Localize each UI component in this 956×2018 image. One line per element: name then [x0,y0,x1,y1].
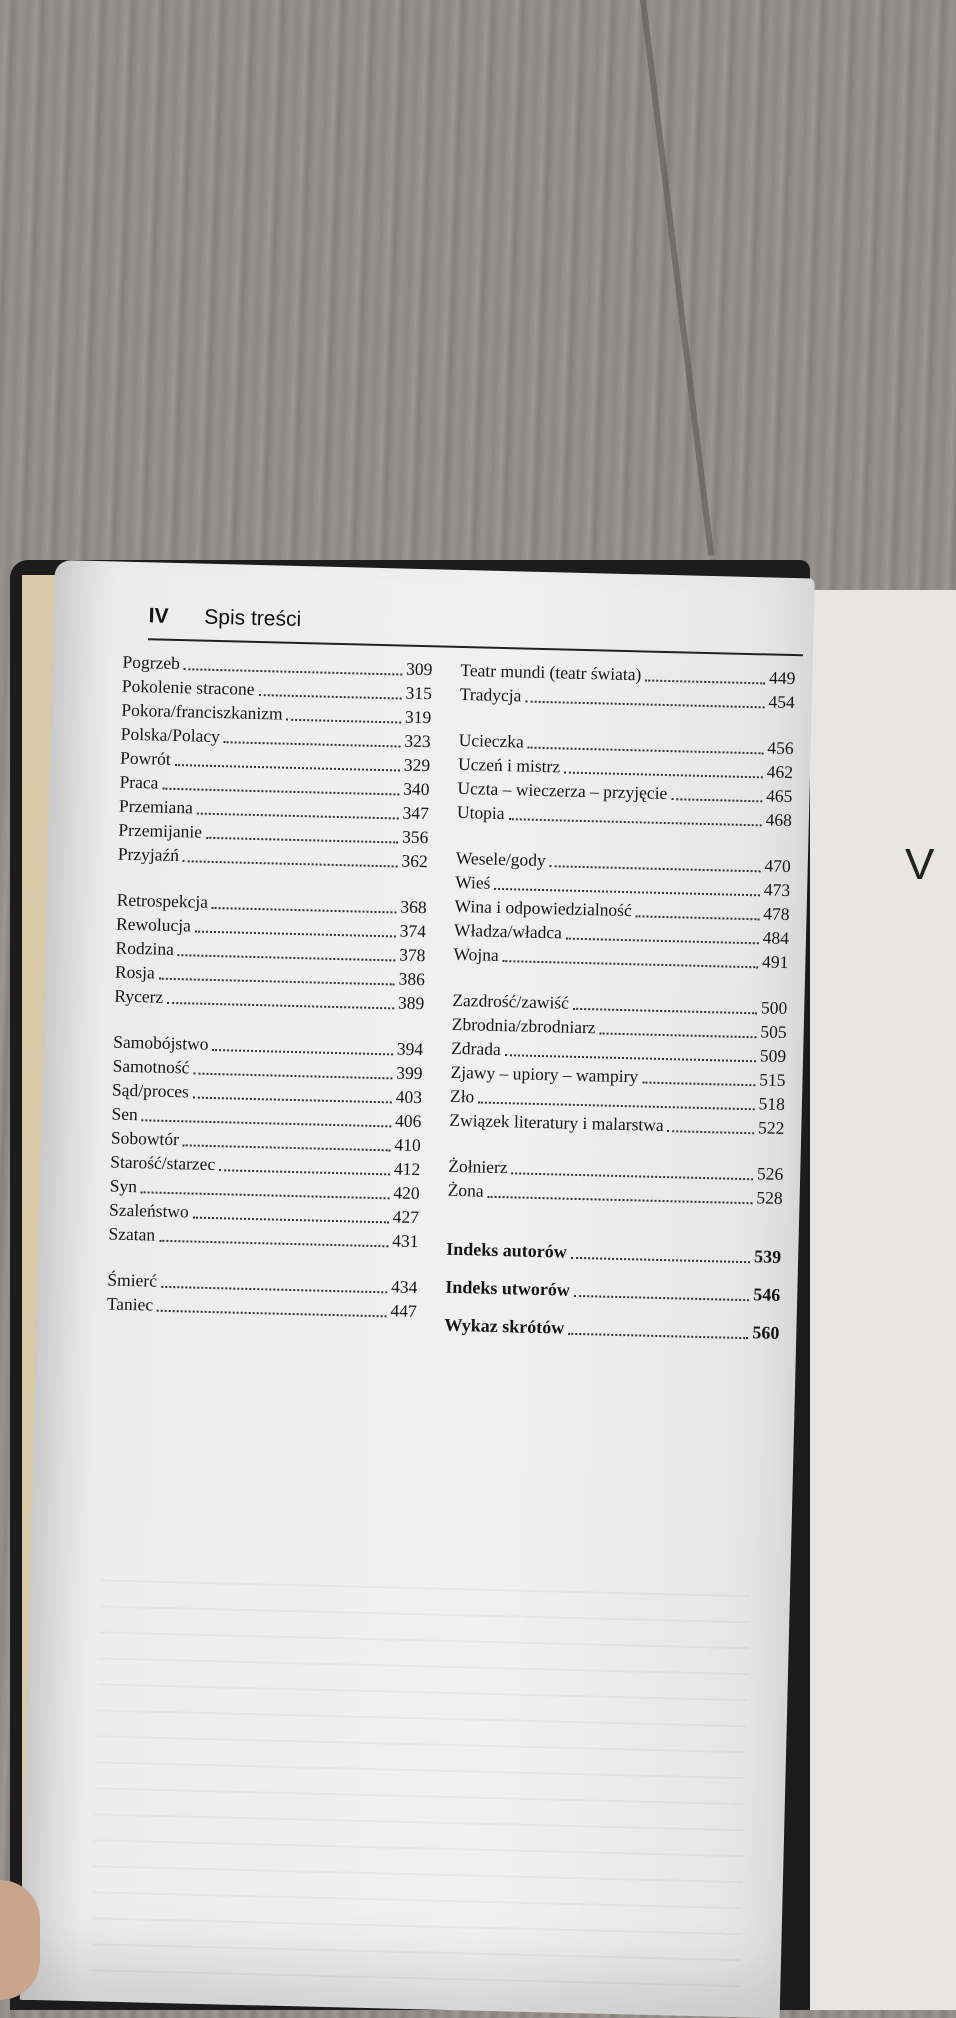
toc-index-entry: Indeks autorów 539 [446,1238,782,1267]
next-page-heading-fragment: V [905,840,935,889]
toc-entry: Teatr mundi (teatr świata) 449 [460,659,796,689]
toc-entry: Rycerz 389 [114,985,425,1014]
toc-entry: Związek literatury i malarstwa 522 [449,1109,785,1138]
toc-entry: Samobójstwo 394 [113,1031,424,1060]
toc-entry: Wina i odpowiedzialność 478 [454,895,790,925]
next-page-edge [790,590,956,2010]
toc-entry: Rodzina 378 [115,937,426,966]
page-title: Spis treści [204,605,302,632]
toc-entry: Zbrodnia/zbrodniarz 505 [451,1013,787,1043]
toc-entry: Taniec 447 [106,1293,418,1322]
page-number: IV [148,604,169,628]
toc-entry: Rosja 386 [114,961,426,990]
toc-entry: Zło 518 [449,1085,786,1114]
toc-column-left [107,650,433,1323]
contents-page [20,560,815,2018]
page-header [148,604,804,656]
toc-entry: Szatan 431 [108,1223,419,1252]
toc-entry: Zdrada 509 [450,1037,787,1067]
toc-column-right [444,658,796,1352]
toc-entry: Starość/starzec 412 [110,1151,421,1180]
toc-entry: Pokolenie stracone 315 [121,675,433,704]
toc-index-entry: Wykaz skrótów 560 [444,1314,780,1343]
wood-surface-crack [640,0,714,556]
toc-entry: Władza/władca 484 [453,919,790,949]
toc-entry: Wojna 491 [453,943,789,973]
toc-entry: Sąd/proces 403 [111,1079,423,1108]
toc-entry: Zjawy – upiory – wampiry 515 [450,1061,786,1091]
toc-entry: Przyjaźń 362 [117,843,428,872]
toc-entry: Syn 420 [109,1175,420,1204]
toc-entry: Przemijanie 356 [118,819,429,848]
toc-entry: Powrót 329 [119,747,431,776]
toc-entry: Wieś 473 [455,871,791,901]
toc-entry: Żołnierz 526 [448,1155,784,1184]
toc-entry: Przemiana 347 [118,795,430,824]
toc-entry: Sen 406 [111,1103,422,1132]
toc-entry: Retrospekcja 368 [116,889,427,918]
show-through-text [91,1571,751,1987]
toc-entry: Śmierć 434 [107,1269,418,1298]
toc-entry: Utopia 468 [456,801,793,831]
toc-entry: Polska/Polacy 323 [120,723,431,752]
toc-entry: Tradycja 454 [459,683,795,713]
toc-entry: Uczeń i mistrz 462 [457,753,794,783]
toc-entry: Samotność 399 [112,1055,423,1084]
toc-index-entry: Indeks utworów 546 [445,1276,781,1305]
toc-entry: Ucieczka 456 [458,729,794,759]
toc-entry: Pogrzeb 309 [122,651,433,680]
toc-entry: Pokora/franciszkanizm 319 [121,699,432,728]
toc-entry: Żona 528 [447,1179,783,1208]
toc-entry: Szaleństwo 427 [108,1199,420,1228]
toc-entry: Uczta – wieczerza – przyjęcie 465 [457,777,793,807]
toc-entry: Wesele/gody 470 [455,847,791,877]
toc-entry: Praca 340 [119,771,430,800]
toc-entry: Rewolucja 374 [115,913,427,942]
toc-entry: Zazdrość/zawiść 500 [452,989,788,1019]
toc-entry: Sobowtór 410 [110,1127,422,1156]
